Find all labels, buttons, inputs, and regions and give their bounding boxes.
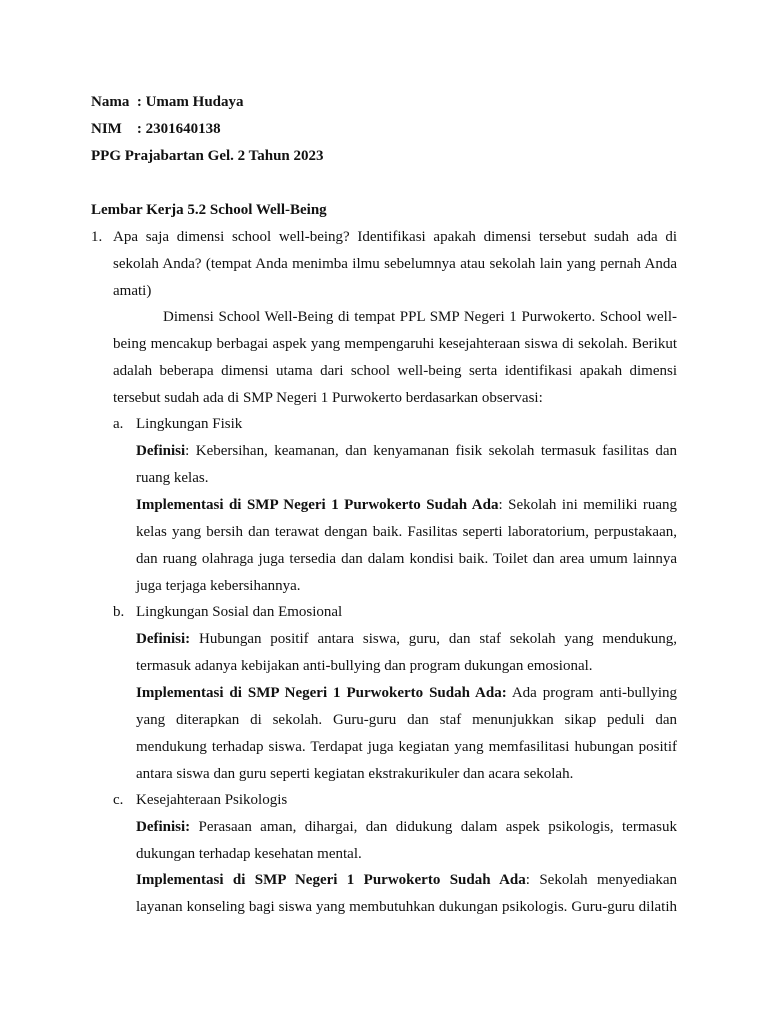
item-c-letter: c. [113, 792, 124, 808]
item-b-definition-line-1: Definisi: Hubungan positif antara siswa, guru, dan staf sekolah yang mendukung, [136, 631, 677, 647]
item-c-title: Kesejahteraan Psikologis [136, 792, 288, 808]
item-a-impl-line-1: Implementasi di SMP Negeri 1 Purwokerto Sudah Ada: Sekolah ini memiliki ruang [136, 497, 677, 513]
item-a-impl-line-3: dan ruang olahraga juga tersedia dan dalam kondisi baik. Toilet dan area umum lainnya [136, 551, 677, 567]
intro-line-3: adalah beberapa dimensi utama dari school well-being serta identifikasi apakah dimensi [113, 363, 677, 379]
name-line [91, 93, 244, 111]
name-label: Nama [91, 94, 130, 110]
item-a-impl-line-2: kelas yang bersih dan terawat dengan baik. Fasilitas seperti laboratorium, perpustakaan, [136, 524, 677, 540]
nim-value: : 2301640138 [136, 121, 221, 137]
item-c-definition-line-2: dukungan terhadap kesehatan mental. [136, 846, 362, 862]
item-c-definition-line-1: Definisi: Perasaan aman, dihargai, dan didukung dalam aspek psikologis, termasuk [136, 819, 677, 835]
item-b-impl-line-2: yang diterapkan di sekolah. Guru-guru dan staf menunjukkan sikap peduli dan [136, 712, 677, 728]
intro-line-2: being mencakup berbagai aspek yang mempengaruhi kesejahteraan siswa di sekolah. Berikut [113, 336, 677, 352]
name-value: : Umam Hudaya [136, 94, 244, 110]
item-c-impl-label: Implementasi di SMP Negeri 1 Purwokerto Sudah Ada [136, 872, 526, 888]
item-a-impl-line-4: juga terjaga kebersihannya. [136, 578, 301, 594]
item-a-def-label: Definisi [136, 443, 186, 459]
item-a-definition-line-1: Definisi: Kebersihan, keamanan, dan kenyamanan fisik sekolah termasuk fasilitas dan [136, 443, 677, 459]
item-a-definition-line-2: ruang kelas. [136, 470, 209, 486]
item-c-impl-line-1: Implementasi di SMP Negeri 1 Purwokerto Sudah Ada: Sekolah menyediakan [136, 872, 677, 888]
nim-line [91, 120, 221, 138]
item-b-impl-label: Implementasi di SMP Negeri 1 Purwokerto Sudah Ada: [136, 685, 507, 701]
item-b-impl-line-1: Implementasi di SMP Negeri 1 Purwokerto Sudah Ada: Ada program anti-bullying [136, 685, 677, 701]
item-b-def-label: Definisi: [136, 631, 191, 647]
item-b-definition-line-2: termasuk adanya kebijakan anti-bullying dan program dukungan emosional. [136, 658, 593, 674]
nim-label: NIM [91, 121, 122, 137]
item-a-letter: a. [113, 416, 124, 432]
item-c-impl-line-2: layanan konseling bagi siswa yang membutuhkan dukungan psikologis. Guru-guru dilatih [136, 899, 677, 915]
item-b-impl-line-4: antara siswa dan guru seperti kegiatan ekstrakurikuler dan acara sekolah. [136, 766, 574, 782]
program-line: PPG Prajabartan Gel. 2 Tahun 2023 [91, 148, 324, 164]
intro-line-4: tersebut sudah ada di SMP Negeri 1 Purwokerto berdasarkan observasi: [113, 390, 543, 406]
item-a-title: Lingkungan Fisik [136, 416, 243, 432]
intro-line-1: Dimensi School Well-Being di tempat PPL SMP Negeri 1 Purwokerto. School well- [163, 309, 677, 325]
item-c-def-label: Definisi: [136, 819, 191, 835]
item-b-letter: b. [113, 604, 125, 620]
item-b-impl-line-3: mendukung terhadap siswa. Terdapat juga kegiatan yang memfasilitasi hubungan positif [136, 739, 677, 755]
item-a-impl-label: Implementasi di SMP Negeri 1 Purwokerto Sudah Ada [136, 497, 499, 513]
page-title: Lembar Kerja 5.2 School Well-Being [91, 202, 327, 218]
question-line-2: sekolah Anda? (tempat Anda menimba ilmu sebelumnya atau sekolah lain yang pernah Anda [113, 256, 677, 272]
item-b-title: Lingkungan Sosial dan Emosional [136, 604, 343, 620]
question-line-1: Apa saja dimensi school well-being? Identifikasi apakah dimensi tersebut sudah ada di [113, 229, 677, 245]
question-number: 1. [91, 229, 103, 245]
question-line-3: amati) [113, 283, 152, 299]
